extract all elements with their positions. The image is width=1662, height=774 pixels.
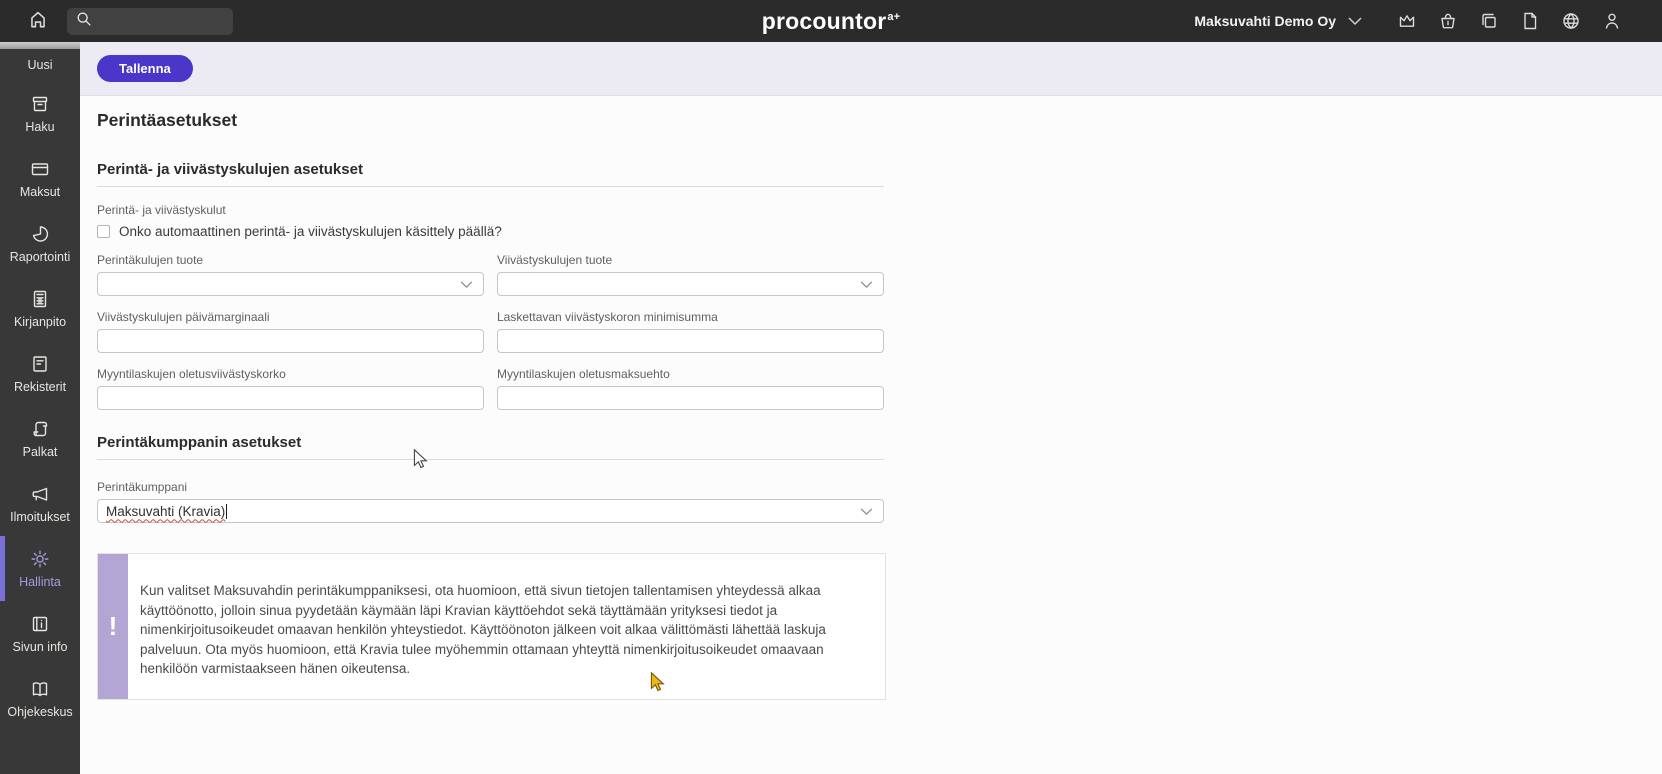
search-input[interactable] — [99, 14, 219, 29]
auto-collection-checkbox-label: Onko automaattinen perintä- ja viivästyskulujen käsittely päällä? — [119, 224, 502, 239]
company-selector[interactable] — [1194, 13, 1362, 29]
section-title-collection-partner: Perintäkumppanin asetukset — [97, 434, 302, 451]
section-title-collection-fees: Perintä- ja viivästyskulujen asetukset — [97, 161, 363, 178]
late-fee-product-select[interactable] — [497, 272, 884, 296]
field-default-payment-term — [497, 367, 884, 410]
text-caret — [226, 504, 227, 519]
search-box[interactable] — [67, 8, 233, 35]
sidebar-item-label: Hallinta — [19, 574, 61, 589]
sidebar-item-raportointi[interactable] — [0, 211, 80, 276]
sidebar-item-ilmoitukset[interactable] — [0, 471, 80, 536]
sidebar-item-label: Haku — [25, 119, 55, 134]
page-info-icon — [30, 614, 50, 637]
globe-icon[interactable] — [1561, 11, 1581, 31]
sidebar-item-label: Sivun info — [12, 639, 68, 654]
copy-icon[interactable] — [1479, 11, 1499, 31]
field-collection-fee-product — [97, 253, 484, 296]
sidebar-item-label: Kirjanpito — [13, 314, 67, 329]
scroll-icon — [30, 419, 50, 442]
register-book-icon — [30, 354, 50, 377]
notice-text: Kun valitset Maksuvahdin perintäkumppaniksesi, ota huomioon, että sivun tietojen tallentamisen yhteydessä alkaa käyttöönotto, jolloin sinua pyydetään käymään läpi Kravian käyttöehdot sekä täyttämään yrityksesi tiedot ja nimenkirjoitusoikeudet omaavan henkilön yhteystiedot. Käyttöönoton jälkeen voit alkaa välittömästi lähettää laskuja palveluun. Ota myös huomioon, että Kravia tulee myöhemmin ottamaan yhteyttä nimenkirjoitusoikeudet omaavaan henkilöön varmistaakseen hänen oikeutensa. — [140, 583, 826, 676]
chevron-down-icon — [860, 277, 873, 292]
sidebar-item-label: Maksut — [19, 184, 61, 199]
app-logo: procountor$^{a+}$ — [761, 7, 901, 34]
exclamation-icon: ! — [98, 554, 128, 699]
field-label: Viivästyskulujen tuote — [497, 253, 613, 267]
partner-field-label: Perintäkumppani — [97, 480, 188, 494]
megaphone-icon — [30, 484, 50, 507]
pie-chart-icon — [30, 224, 50, 247]
home-icon — [27, 8, 49, 35]
page-title: Perintäasetukset — [97, 110, 238, 130]
chevron-down-icon — [460, 277, 473, 292]
sidebar-item-sivun-info[interactable] — [0, 601, 80, 666]
topbar — [0, 0, 1662, 42]
field-late-fee-day-margin — [97, 310, 484, 353]
late-fee-day-margin-input[interactable] — [97, 329, 484, 353]
calculator-icon — [30, 289, 50, 312]
sidebar-item-label: Rekisterit — [13, 379, 67, 394]
section-divider — [97, 186, 884, 187]
collection-fee-product-select[interactable] — [97, 272, 484, 296]
field-label: Viivästyskulujen päivämarginaali — [97, 310, 270, 324]
sidebar-item-palkat[interactable] — [0, 406, 80, 471]
logo-superscript: a+ — [887, 10, 901, 23]
section-divider — [97, 459, 884, 460]
sidebar-item-label: Ohjekeskus — [7, 704, 73, 719]
field-label: Myyntilaskujen oletusmaksuehto — [497, 367, 670, 381]
sidebar-nav — [0, 42, 80, 774]
sidebar-item-uusi[interactable] — [0, 49, 80, 81]
field-default-late-interest — [97, 367, 484, 410]
home-button[interactable] — [27, 8, 49, 35]
collection-partner-combobox[interactable] — [97, 499, 884, 523]
sidebar-item-label: Ilmoitukset — [10, 509, 70, 524]
gear-icon — [30, 549, 50, 572]
basket-icon[interactable] — [1438, 11, 1458, 31]
archive-search-icon — [30, 94, 50, 117]
sidebar-scroll-indicator[interactable] — [0, 42, 80, 49]
chevron-down-icon — [1348, 13, 1362, 29]
partner-value: Maksuvahti (Kravia) — [106, 503, 226, 519]
crown-icon[interactable] — [1397, 11, 1417, 31]
group-label-collection-fees: Perintä- ja viivästyskulut — [97, 203, 226, 217]
late-interest-minimum-input[interactable] — [497, 329, 884, 353]
partner-info-notice — [97, 553, 886, 700]
sidebar-item-hallinta[interactable] — [0, 536, 80, 601]
person-icon[interactable] — [1602, 11, 1622, 31]
sidebar-item-haku[interactable] — [0, 81, 80, 146]
field-label: Myyntilaskujen oletusviivästyskorko — [97, 367, 286, 381]
company-name: Maksuvahti Demo Oy — [1194, 13, 1336, 29]
sidebar-item-label: Palkat — [22, 444, 58, 459]
default-late-interest-input[interactable] — [97, 386, 484, 410]
action-toolbar — [80, 42, 1662, 96]
sidebar-item-label: Raportointi — [9, 249, 71, 264]
field-label: Perintäkulujen tuote — [97, 253, 204, 267]
chevron-down-icon — [860, 504, 873, 519]
default-payment-term-input[interactable] — [497, 386, 884, 410]
document-icon[interactable] — [1520, 11, 1540, 31]
save-button[interactable]: Tallenna — [97, 55, 193, 82]
auto-collection-checkbox[interactable] — [97, 225, 110, 238]
field-late-fee-product — [497, 253, 884, 296]
sidebar-item-ohjekeskus[interactable] — [0, 666, 80, 731]
sidebar-item-maksut[interactable] — [0, 146, 80, 211]
search-icon — [75, 10, 93, 33]
sidebar-item-label: Uusi — [27, 57, 53, 72]
field-label: Laskettavan viivästyskoron minimisumma — [497, 310, 718, 324]
field-late-interest-minimum — [497, 310, 884, 353]
payment-card-icon — [30, 159, 50, 182]
sidebar-item-rekisterit[interactable] — [0, 341, 80, 406]
main-area — [80, 42, 1662, 774]
open-book-icon — [30, 679, 50, 702]
sidebar-item-kirjanpito[interactable] — [0, 276, 80, 341]
